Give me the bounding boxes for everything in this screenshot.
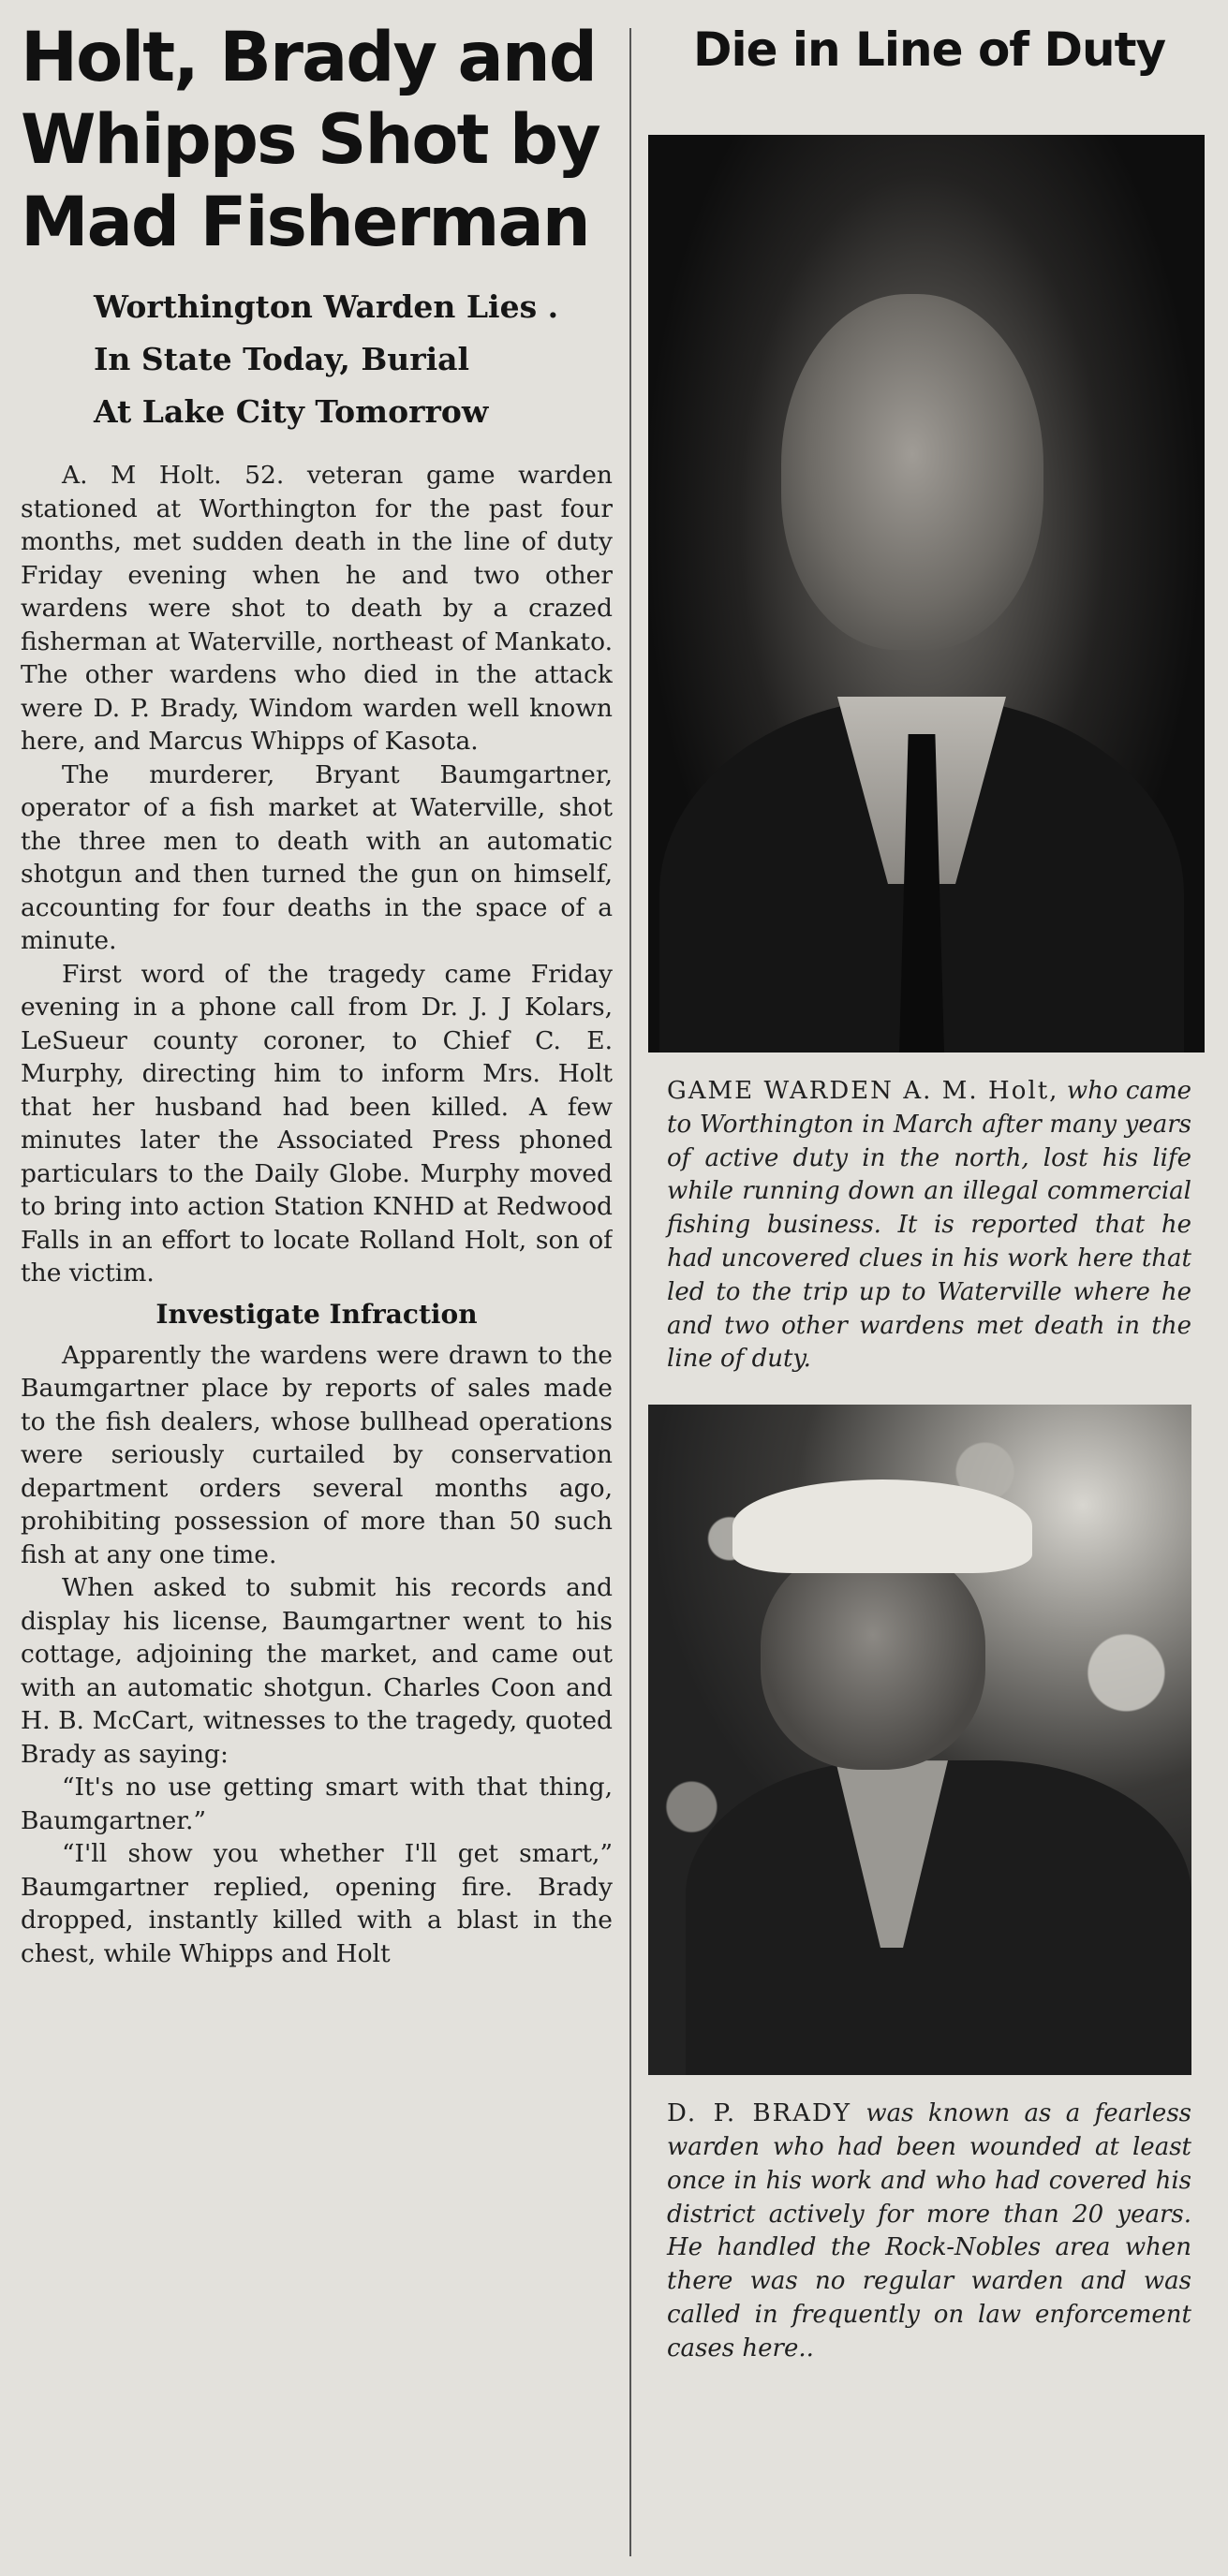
body-paragraph: “I'll show you whether I'll get smart,” Baumgartner replied, opening fire. Brady dropped, instantly killed with a blast in the chest, while Whipps and Holt bbox=[21, 1839, 613, 1968]
brady-caption-text: was known as a fearless warden who had been wounded at least once in his work and who had covered his district actively for more than 20 years. He handled the Rock-Nobles area when there was no regular warden and was called in frequently on law enforcement cases here.. bbox=[667, 2099, 1192, 2363]
deck-line: Worthington Warden Lies . bbox=[94, 288, 559, 325]
article-body bbox=[21, 459, 613, 1970]
body-paragraph: A. M Holt. 52. veteran game warden stationed at Worthington for the past four months, met sudden death in the line of duty Friday evening when he and two other wardens were shot to death by a crazed fisherman at Waterville, northeast of Mankato. The other wardens who died in the attack were D. P. Brady, Windom warden well known here, and Marcus Whipps of Kasota. bbox=[21, 461, 613, 756]
deck-line: In State Today, Burial bbox=[94, 341, 470, 377]
body-paragraph: When asked to submit his records and display his license, Baumgartner went to his cottage, adjoining the market, and came out with an automatic shotgun. Charles Coon and H. B. McCart, witnesses to the tragedy, quoted Brady as saying: bbox=[21, 1573, 613, 1769]
headline-line: Holt, Brady and bbox=[21, 18, 596, 97]
sidebar-title: Die in Line of Duty bbox=[692, 22, 1166, 77]
article-subhead: Investigate Infraction bbox=[155, 1298, 478, 1330]
brady-caption-lead: D. P. BRADY bbox=[667, 2099, 851, 2128]
article-column bbox=[21, 17, 613, 2564]
body-paragraph: “It's no use getting smart with that thing, Baumgartner.” bbox=[21, 1773, 613, 1835]
body-paragraph: The murderer, Bryant Baumgartner, operator of a fish market at Waterville, shot the three men to death with an automatic shotgun and then turned the gun on himself, accounting for four deaths in the space of a minute. bbox=[21, 759, 613, 955]
sidebar-column bbox=[648, 17, 1210, 2564]
article-deck bbox=[94, 281, 613, 438]
holt-caption-lead: GAME WARDEN A. M. Holt, bbox=[667, 1077, 1059, 1105]
headline-line: Mad Fisherman bbox=[21, 183, 589, 262]
brady-cap bbox=[732, 1479, 1032, 1573]
holt-portrait-photo bbox=[648, 135, 1205, 1052]
headline-line: Whipps Shot by bbox=[21, 100, 599, 180]
deck-line: At Lake City Tomorrow bbox=[94, 393, 489, 430]
brady-coat bbox=[686, 1760, 1191, 2075]
article-headline bbox=[21, 17, 613, 264]
holt-caption-text: who came to Worthington in March after many years of active duty in the north, lost his life while running down an illegal commercial fishing business. It is reported that he had uncovered clues in his work here that led to the trip up to Waterville where he and two other wardens met death in the line of duty. bbox=[667, 1077, 1191, 1374]
brady-face bbox=[761, 1545, 985, 1770]
body-paragraph: First word of the tragedy came Friday evening in a phone call from Dr. J. J Kolars, LeSueur county coroner, to Chief C. E. Murphy, directing him to inform Mrs. Holt that her husband had been killed. A few minutes later the Associated Press phoned particulars to the Daily Globe. Murphy moved to bring into action Station KNHD at Redwood Falls in an effort to locate Rolland Holt, son of the victim. bbox=[21, 959, 613, 1288]
brady-portrait-photo bbox=[648, 1405, 1191, 2075]
brady-caption bbox=[667, 2098, 1191, 2365]
holt-face bbox=[781, 294, 1043, 650]
column-divider bbox=[629, 28, 631, 2556]
body-paragraph: Apparently the wardens were drawn to the Baumgartner place by reports of sales made to the fish dealers, whose bullhead operations were seriously curtailed by conservation department orders several months ago, prohibiting possession of more than 50 such fish at any one time. bbox=[21, 1340, 613, 1569]
holt-caption bbox=[667, 1075, 1191, 1376]
